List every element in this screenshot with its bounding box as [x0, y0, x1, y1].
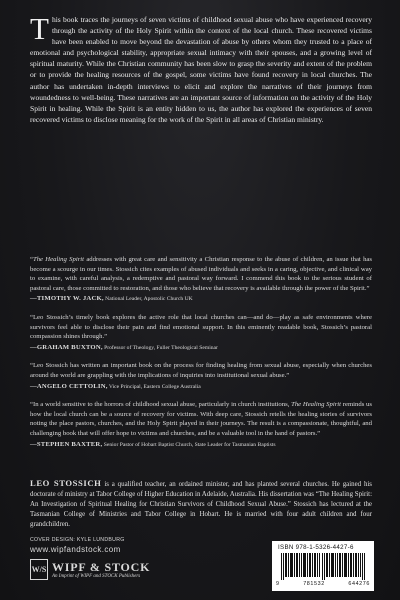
publisher-footer — [30, 537, 260, 580]
barcode-box — [272, 541, 374, 591]
endorsement-baxter — [30, 400, 372, 450]
endorsement-quote: “The Healing Spirit addresses with great care and sensitivity a Christian response to the abuse of children, an issue that has become a scourge in our times. Stossich cites examples of abused individuals and seeks in a caring, objective, and clinical way to examine, with careful analysis, a redemptive and pastoral way forward. I commend this book to the serious student of pastoral care, those committed to restoration, and those who believe that recovery is available through the power of the Spirit.” — [30, 256, 372, 292]
barcode-digit-group: 781532 — [303, 581, 325, 587]
endorsement-attribution — [30, 382, 372, 393]
description-text: his book traces the journeys of seven victims of childhood sexual abuse who have experienced recovery through the activity of the Holy Spirit within the context of the local church. These recovered victims have been enabled to move beyond the devastation of abuse by others whom they trusted to a place of emotional and psychological stability, appropriate sexual intimacy with their spouses, and a growing level of spiritual maturity. While the Christian community has been slow to grasp the severity and extent of the problem or to provide the healing resources of the gospel, some victims have found recovery in local churches. The author has undertaken in-depth interviews to elicit and explore the narratives of their journeys from woundedness to well-being. These narratives are an important source of information on the activity of the Holy Spirit in healing. While the Spirit is an entity hidden to us, the author has explored the experiences of seven recovered victims to disclose meaning for the work of the Spirit in all areas of Christian ministry. — [30, 15, 372, 124]
publisher-block — [30, 559, 260, 580]
endorsement-jack — [30, 255, 372, 305]
endorsement-quote: “In a world sensitive to the horrors of childhood sexual abuse, particularly in church institutions, The Healing Spirit reminds us how the local church can be a source of recovery for victims. With deep care, Stossich retells the healing stories of survivors noting the place pastors, churches, and the Holy Spirit played in their journeys. The result is a compassionate, thoughtful, and challenging book that will offer hope to victims and churches, and be a valuable tool in the hand of pastors.” — [30, 401, 372, 437]
publisher-text — [52, 561, 150, 579]
book-title: The Healing Spirit — [32, 256, 85, 263]
endorsement-buxton — [30, 313, 372, 353]
author-name: LEO STOSSICH — [30, 478, 102, 488]
bio-text: is a qualified teacher, an ordained minister, and has planted several churches. He gained his doctorate of ministry at Tabor College of Higher Education in Adelaide, Australia. His dissertation was “The Healing Spirit: An Investigation of Spiritual Healing for Christian Survivors of Childhood Sexual Abuse.” Stossich has lectured at the Tasmanian College of Ministries and Tabor College in Hobart. He is married with four adult children and four grandchildren. — [30, 481, 372, 528]
endorser-role: Vice Principal, Eastern College Australia — [107, 383, 201, 390]
endorser-role: National Leader, Apostolic Church UK — [103, 296, 193, 303]
publisher-tagline: An Imprint of WIPF and STOCK Publishers — [52, 573, 141, 579]
endorsement-attribution — [30, 440, 372, 451]
barcode-digits — [276, 581, 370, 587]
publisher-logo-icon: W/S — [30, 559, 48, 580]
endorsements — [30, 255, 372, 458]
barcode-icon — [281, 553, 365, 580]
endorsement-quote: “Leo Stossich has written an important book on the process for finding healing from sexual abuse, especially when churches around the world are grappling with the implications of inquiries into institutional sexual abuse.” — [30, 362, 372, 379]
endorser-name: —ANGELO CETTOLIN, — [30, 382, 108, 390]
publisher-website: www.wipfandstock.com — [30, 545, 121, 554]
endorsement-attribution — [30, 294, 372, 305]
cover-design-credit: COVER DESIGN: KYLE LUNDBURG — [30, 537, 125, 543]
isbn-label: ISBN 978-1-5326-4427-6 — [278, 544, 354, 551]
author-bio — [30, 478, 372, 530]
endorsement-attribution — [30, 343, 372, 354]
endorser-role: Senior Pastor of Hobart Baptist Church, State Leader for Tasmanian Baptists — [102, 441, 276, 448]
publisher-name: WIPF & STOCK — [52, 559, 151, 574]
endorser-role: Professor of Theology, Fuller Theological Seminar — [102, 344, 218, 351]
endorser-name: —TIMOTHY W. JACK, — [30, 295, 104, 303]
endorsement-cettolin — [30, 361, 372, 392]
endorsement-quote: “Leo Stossich’s timely book explores the active role that local churches can—and do—play as safe environments where survivors feel able to disclose their pain and find emotional support. In this eminently readable book, Stossich’s pastoral compassion shines through.” — [30, 313, 372, 341]
barcode-digit-group: 644276 — [348, 581, 370, 587]
book-description — [30, 11, 372, 125]
drop-cap: T — [30, 11, 49, 46]
book-title: The Healing Spirit — [291, 401, 342, 409]
endorser-name: —STEPHEN BAXTER, — [30, 440, 103, 448]
barcode-digit-group: 9 — [276, 581, 280, 587]
endorser-name: —GRAHAM BUXTON, — [30, 343, 103, 351]
